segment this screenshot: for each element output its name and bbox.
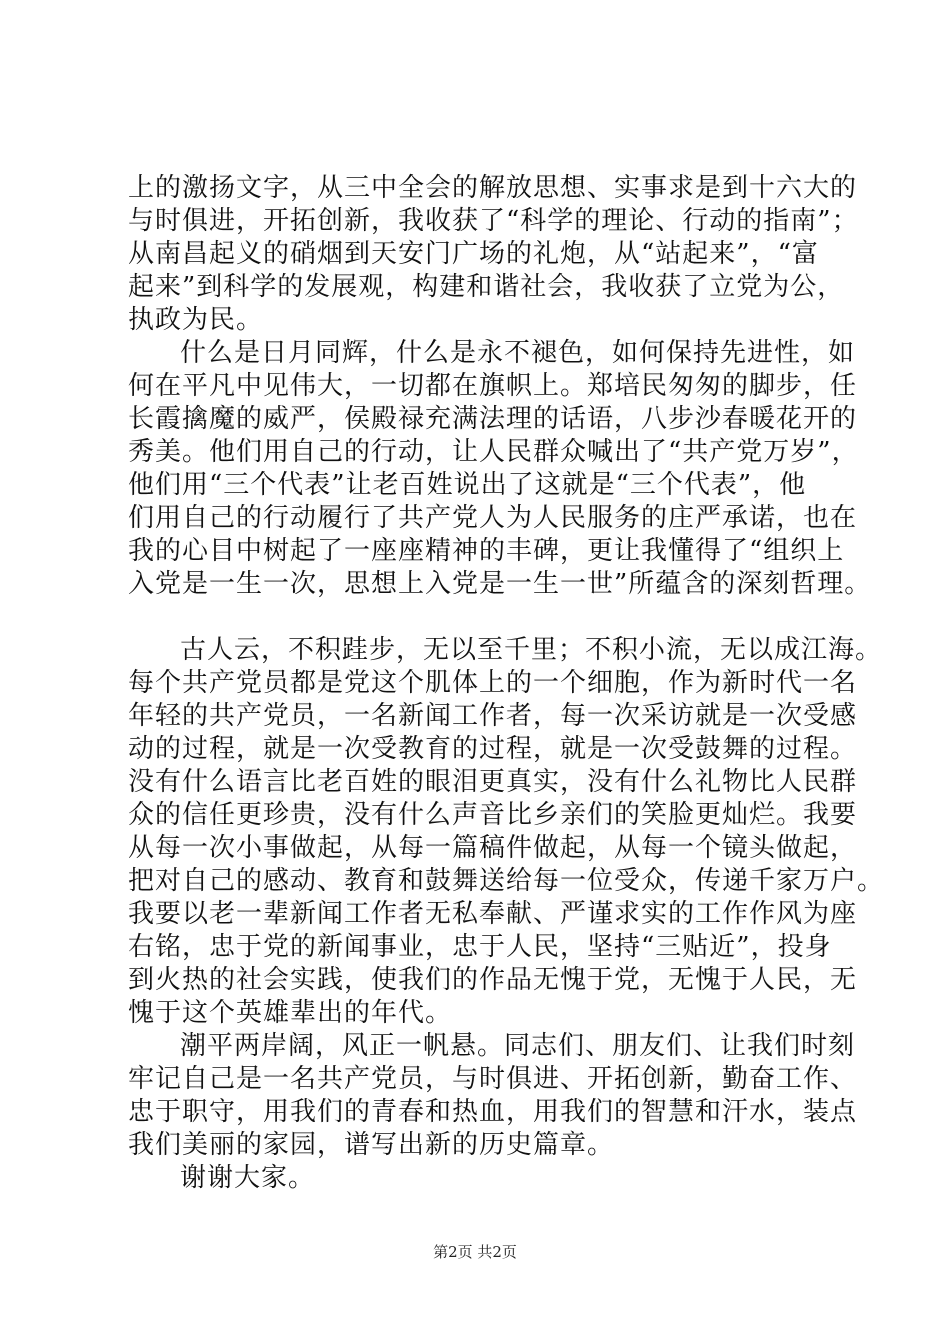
text-line: 右铭，忠于党的新闻事业，忠于人民，坚持“三贴近”，投身	[128, 932, 832, 962]
text-line: 从每一次小事做起，从每一篇稿件做起，从每一个镜头做起，	[128, 833, 858, 863]
text-line: 我要以老一辈新闻工作者无私奉献、严谨求实的工作作风为座	[128, 899, 858, 929]
text-line: 秀美。他们用自己的行动，让人民群众喊出了“共产党万岁”，	[128, 437, 859, 467]
text-line: 愧于这个英雄辈出的年代。	[128, 998, 453, 1028]
text-line: 古人云，不积跬步，无以至千里；不积小流，无以成江海。	[180, 635, 883, 665]
text-line: 执政为民。	[128, 305, 264, 335]
text-line: 长霞擒魔的威严，侯殿禄充满法理的话语，八步沙春暖花开的	[128, 404, 858, 434]
text-line: 入党是一生一次，思想上入党是一生一世”所蕴含的深刻哲理。	[128, 569, 872, 599]
text-line: 何在平凡中见伟大，一切都在旗帜上。郑培民匆匆的脚步，任	[128, 371, 858, 401]
page-footer: 第2页 共2页	[433, 1243, 517, 1261]
text-line: 上的激扬文字，从三中全会的解放思想、实事求是到十六大的	[128, 173, 858, 203]
text-line: 牢记自己是一名共产党员，与时俱进、开拓创新，勤奋工作、	[128, 1064, 858, 1094]
text-line: 从南昌起义的硝烟到天安门广场的礼炮，从“站起来”，“富	[128, 239, 819, 269]
text-line: 潮平两岸阔，风正一帆悬。同志们、朋友们、让我们时刻	[180, 1031, 856, 1061]
text-line: 每个共产党员都是党这个肌体上的一个细胞，作为新时代一名	[128, 668, 858, 698]
text-line: 众的信任更珍贵，没有什么声音比乡亲们的笑脸更灿烂。我要	[128, 800, 858, 830]
text-line: 他们用“三个代表”让老百姓说出了这就是“三个代表”，他	[128, 470, 807, 500]
text-line: 起来”到科学的发展观，构建和谐社会，我收获了立党为公，	[128, 272, 845, 302]
text-line: 年轻的共产党员，一名新闻工作者，每一次采访就是一次受感	[128, 701, 858, 731]
text-line: 把对自己的感动、教育和鼓舞送给每一位受众，传递千家万户。	[128, 866, 885, 896]
text-line: 谢谢大家。	[180, 1163, 316, 1193]
text-line: 什么是日月同辉，什么是永不褪色，如何保持先进性，如	[180, 338, 856, 368]
text-line: 动的过程，就是一次受教育的过程，就是一次受鼓舞的过程。	[128, 734, 858, 764]
text-line: 与时俱进，开拓创新，我收获了“科学的理论、行动的指南”；	[128, 206, 859, 236]
text-line: 忠于职守，用我们的青春和热血，用我们的智慧和汗水，装点	[128, 1097, 858, 1127]
text-line: 们用自己的行动履行了共产党人为人民服务的庄严承诺，也在	[128, 503, 858, 533]
text-line: 没有什么语言比老百姓的眼泪更真实，没有什么礼物比人民群	[128, 767, 858, 797]
text-line: 我们美丽的家园，谱写出新的历史篇章。	[128, 1130, 615, 1160]
text-line: 我的心目中树起了一座座精神的丰碑，更让我懂得了“组织上	[128, 536, 845, 566]
text-line: 到火热的社会实践，使我们的作品无愧于党，无愧于人民，无	[128, 965, 858, 995]
